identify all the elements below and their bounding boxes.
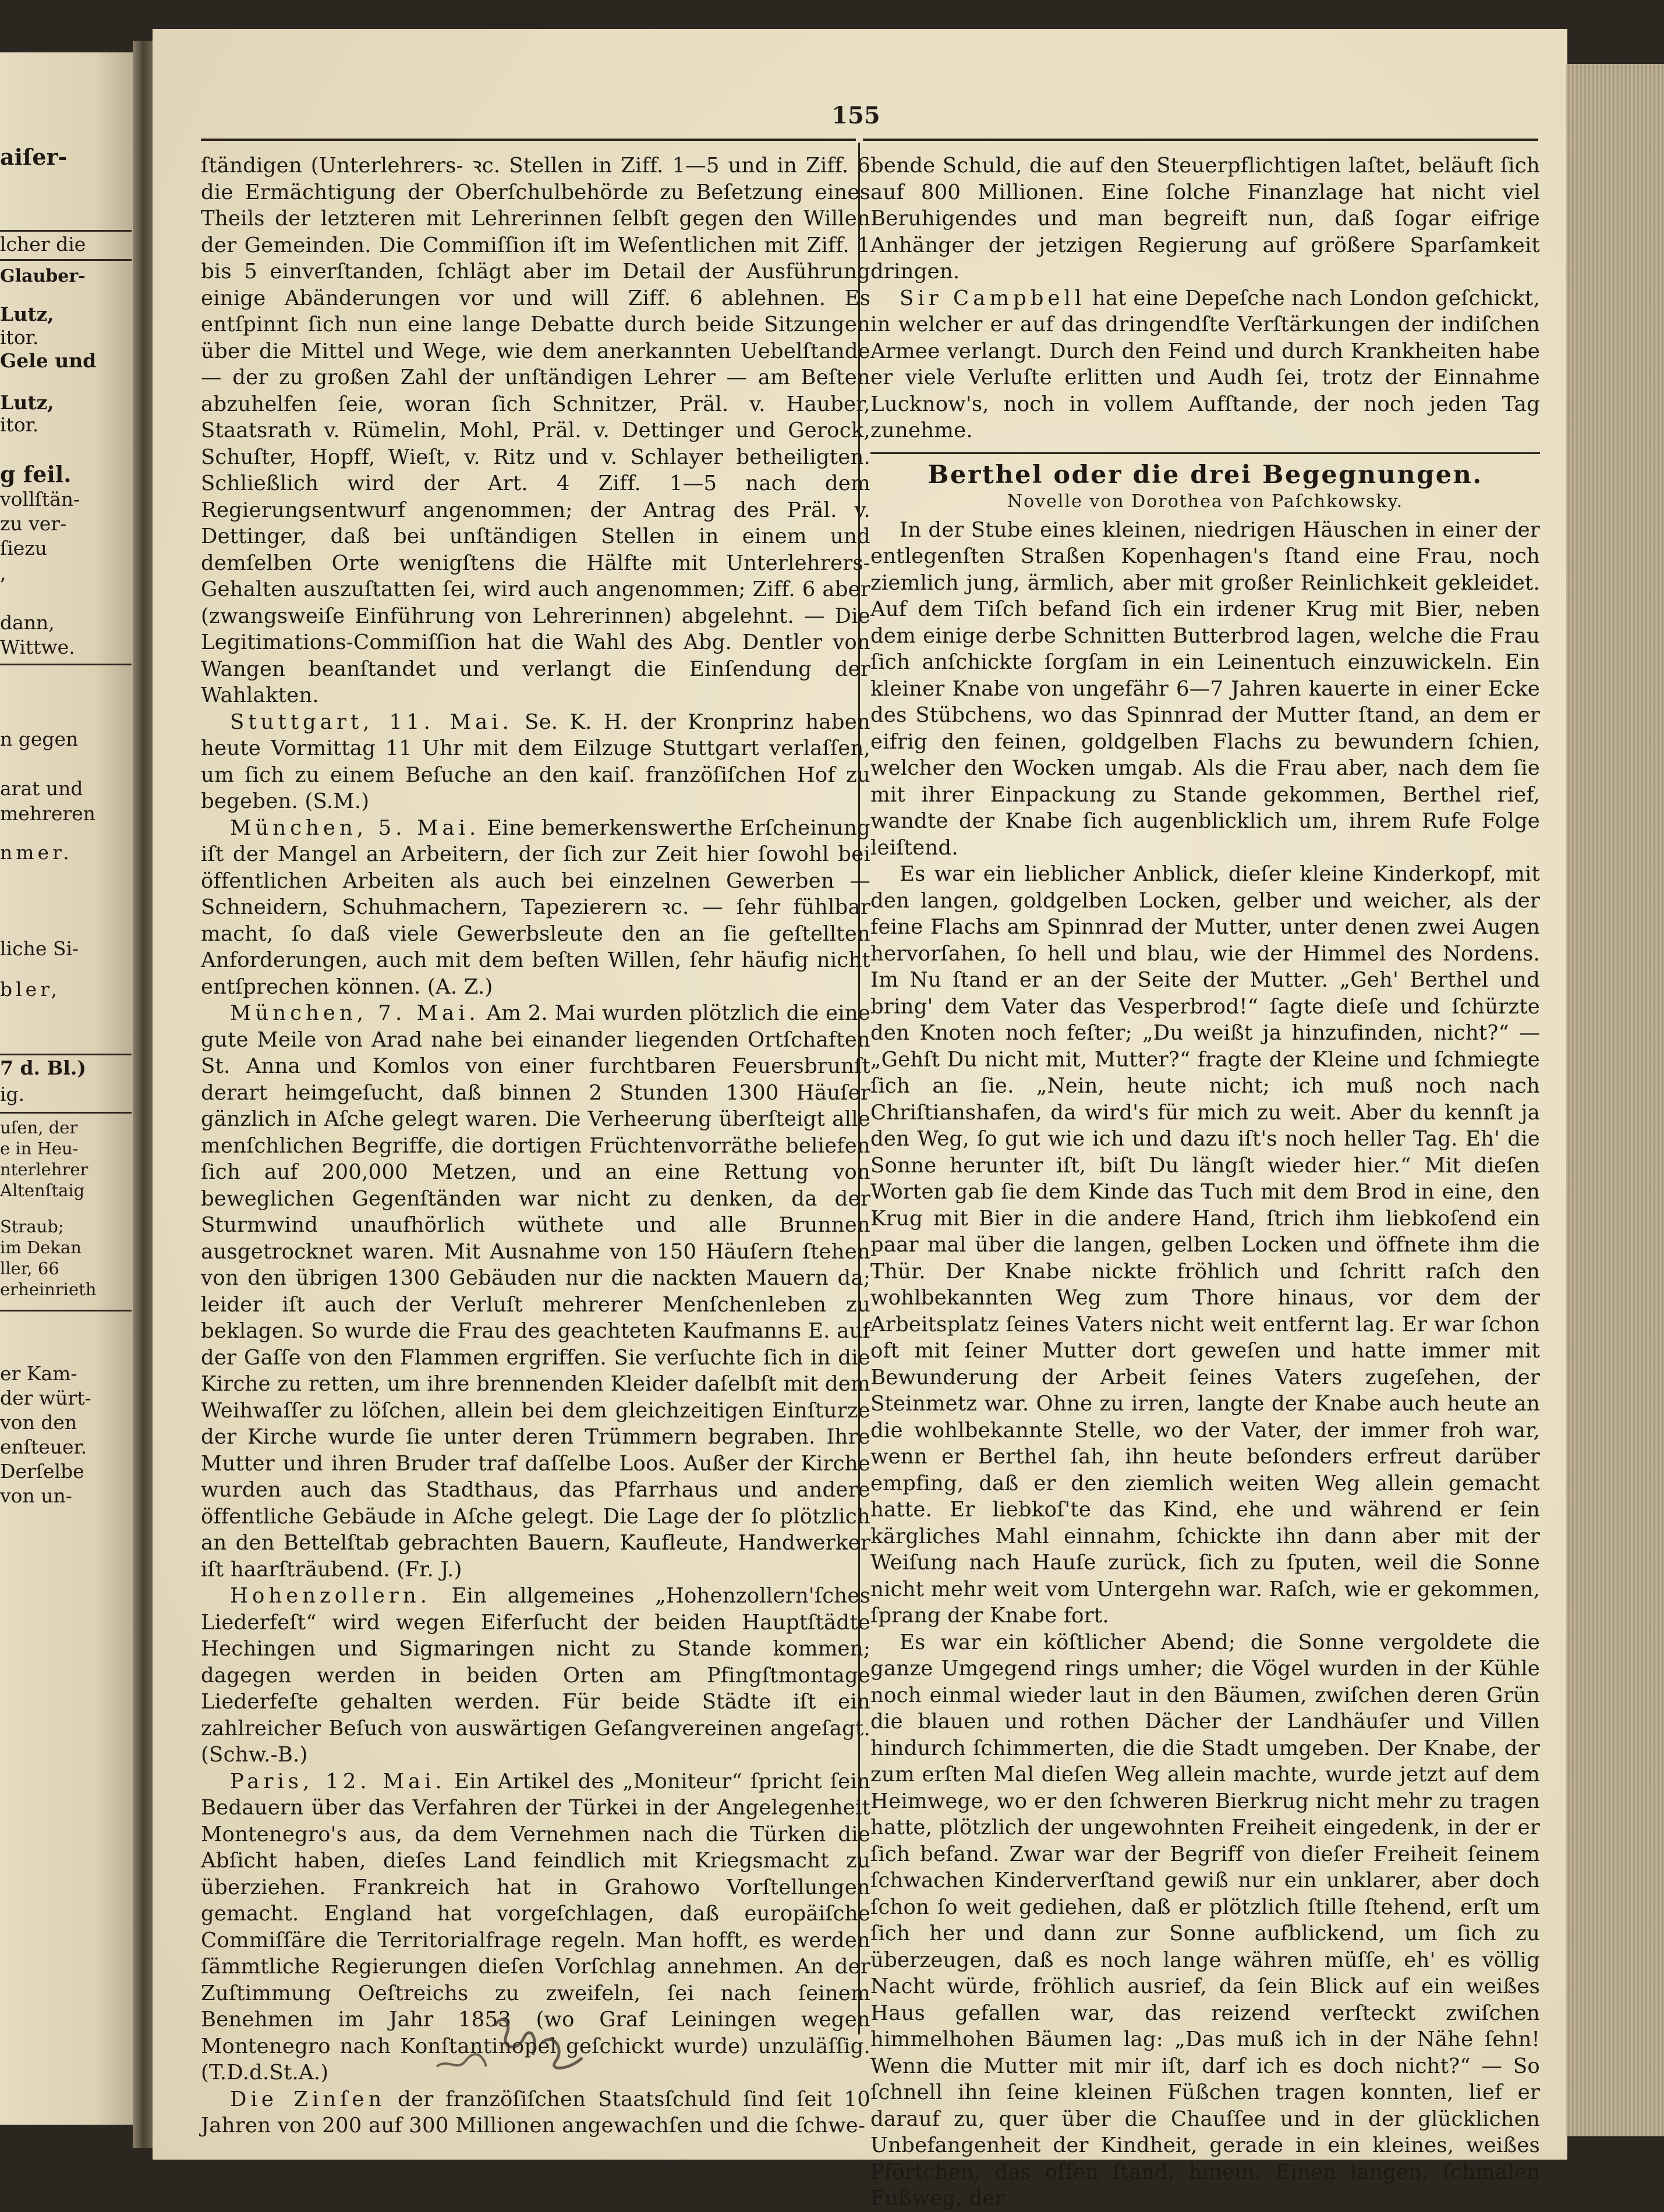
header-rule-left <box>201 139 856 141</box>
dateline: Sir Campbell <box>900 286 1086 310</box>
fragment-line: ig. <box>0 1083 25 1105</box>
handwritten-scribble <box>431 2002 594 2084</box>
fragment-rule <box>0 1310 132 1311</box>
left-column <box>201 153 870 2139</box>
news-paragraph <box>870 285 1540 444</box>
news-paragraph <box>201 815 870 1001</box>
page-edges <box>1566 64 1664 2136</box>
fragment-rule <box>0 1112 132 1114</box>
story-paragraph: Es war ein köſtlicher Abend; die Sonne vergoldete die ganze Umgegend rings umher; die Vögel wurden in der Kühle noch einmal wieder laut in den Bäumen, zwiſchen deren Grün die blauen und rothen Dächer der Landhäuſer und Villen hindurch ſchimmerten, die die Stadt umgeben. Der Knabe, der zum erſten Mal dieſen Weg allein machte, wurde jetzt auf dem Heimwege, wo er den ſchweren Bierkrug nicht mehr zu tragen hatte, plötzlich der ungewohnten Freiheit eingedenk, in der er ſich befand. Zwar war der Begriff von dieſer Freiheit ſeinem ſchwachen Kinderverſtand gewiß nur ein unklarer, aber doch ſchon ſo weit gediehen, daß er plötzlich ſtille ſtehend, erſt um ſich her und dann zur Sonne aufblickend, um ſich zu überzeugen, daß es noch lange währen müſſe, eh' es völlig Nacht würde, fröhlich ausrief, da ſein Blick auf ein weißes Haus gefallen war, das reizend verſteckt zwiſchen himmelhohen Bäumen lag: „Das muß ich in der Nähe ſehn! Wenn die Mutter mit mir iſt, darf ich es doch nicht?“ — So ſchnell ihn ſeine kleinen Füßchen tragen konnten, lief er darauf zu, quer über die Chauſſee und in der glücklichen Unbefangenheit der Kindheit, gerade in ein kleines, weißes Pförtchen, das offen ſtand, hinein. Einen langen, ſchmalen Fußweg, der <box>870 1630 1540 2210</box>
fragment-line: aiſer- <box>0 144 68 170</box>
fragment-line: von den <box>0 1411 77 1434</box>
news-paragraph <box>201 153 870 709</box>
paragraph-body: Eine bemerkenswerthe Erſcheinung iſt der Mangel an Arbeitern, der ſich zur Zeit hier ſowohl bei öffentlichen Arbeiten als auch bei einzelnen Gewerben — Schneidern, Schuhmachern, Tapezierern ꝛc. — ſehr fühlbar macht, ſo daß viele Gewerbsleute den an ſie geſtellten Anforderungen, auch mit dem beſten Willen, ſehr häufig nicht entſprechen können. (A. Z.) <box>201 816 870 999</box>
section-rule <box>870 452 1540 454</box>
fragment-line: zu ver- <box>0 512 67 535</box>
news-paragraph <box>201 1583 870 1768</box>
fragment-rule <box>0 664 132 665</box>
fragment-line: Lutz, <box>0 303 54 325</box>
dateline: München, 7. Mai. <box>230 1001 480 1025</box>
fragment-line: ſiezu <box>0 537 47 559</box>
fragment-line: bler, <box>0 978 61 1001</box>
fragment-rule <box>0 1054 132 1055</box>
fragment-line: nterlehrer <box>0 1160 88 1179</box>
paragraph-body: Am 2. Mai wurden plötzlich die eine gute Meile von Arad nahe bei einander liegenden Ortſchaften St. Anna und Komlos von einer furchtbaren Feuersbrunſt derart heimgeſucht, daß binnen 2 Stunden 1300 Häuſer gänzlich in Aſche gelegt waren. Die Verheerung überſteigt alle menſchlichen Begriffe, die dortigen Früchtenvorräthe beliefen ſich auf 200,000 Metzen, und an eine Rettung von beweglichen Gegenſtänden war nicht zu denken, da der Sturmwind unaufhörlich wüthete und alle Brunnen ausgetrocknet waren. Mit Ausnahme von 150 Häuſern ſtehen von den übrigen 1300 Gebäuden nur die nackten Mauern da; leider iſt auch der Verluſt mehrerer Menſchenleben zu beklagen. So wurde die Frau des geachteten Kaufmanns E. auf der Gaſſe von den Flammen ergriffen. Sie verſuchte ſich in die Kirche zu retten, um ihre brennenden Kleider daſelbſt mit dem Weihwaſſer zu löſchen, allein bei dem gleichzeitigen Einſturze der Kirche wurde ſie unter deren Trümmern begraben. Ihre Mutter und ihren Bruder traf daſſelbe Loos. Außer der Kirche wurden auch das Stadthaus, das Pfarrhaus und andere öffentliche Gebäude in Aſche gelegt. Die Lage der ſo plötzlich an den Bettelſtab gebrachten Bauern, Kaufleute, Handwerker iſt haarſträubend. (Fr. J.) <box>201 1001 870 1582</box>
story-paragraph: In der Stube eines kleinen, niedrigen Häuschen in einer der entlegenſten Straßen Kopenhagen's ſtand eine Frau, noch ziemlich jung, ärmlich, aber mit großer Reinlichkeit gekleidet. Auf dem Tiſch befand ſich ein irdener Krug mit Bier, neben dem einige derbe Schnitten Butterbrod lagen, welche die Frau ſich anſchickte ſorgſam in ein Leinentuch einzuwickeln. Ein kleiner Knabe von ungefähr 6—7 Jahren kauerte in einer Ecke des Stübchens, wo das Spinnrad der Mutter ſtand, an dem er eifrig den feinen, goldgelben Flachs zu bewundern ſchien, welcher den Wocken umgab. Als die Frau aber, nach dem ſie mit ihrer Einpackung zu Stande gekommen, Berthel rief, wandte der Knabe ſich augenblicklich um, ihrem Rufe Folge leiſtend. <box>870 517 1540 860</box>
fragment-line: liche Si- <box>0 937 79 960</box>
fragment-line: e in Heu- <box>0 1139 79 1158</box>
fragment-line: , <box>0 562 6 584</box>
dateline: Stuttgart, 11. Mai. <box>230 710 513 734</box>
fragment-line: nmer. <box>0 841 73 864</box>
fragment-line: Derſelbe <box>0 1460 84 1483</box>
fragment-line: ller, 66 <box>0 1259 59 1278</box>
fragment-line: enſteuer. <box>0 1435 87 1458</box>
fragment-line: Lutz, <box>0 391 54 414</box>
header-rule-right <box>863 139 1538 141</box>
paragraph-body: Se. K. H. der Kronprinz haben heute Vormittag 11 Uhr mit dem Eilzuge Stuttgart verlaſſen, um ſich zu einem Beſuche an den kaiſ. franzöſiſchen Hof zu begeben. (S.M.) <box>201 710 870 813</box>
fragment-line: dann, <box>0 611 55 634</box>
fragment-line: mehreren <box>0 802 95 825</box>
right-column <box>870 153 1540 2212</box>
fragment-line: uſen, der <box>0 1118 78 1137</box>
paragraph-body: hat eine Depeſche nach London geſchickt, in welcher er auf das dringendſte Verſtärkungen der indiſchen Armee verlangt. Durch den Feind und durch Krankheiten habe er viele Verluſte erlitten und Audh ſei, trotz der Einnahme Lucknow's, noch in vollem Aufſtande, der noch jeden Tag zunehme. <box>870 286 1540 442</box>
news-paragraph <box>870 153 1540 285</box>
fragment-line: Straub; <box>0 1217 64 1236</box>
fragment-line: vollſtän- <box>0 488 80 511</box>
dateline: Paris, 12. Mai. <box>230 1769 446 1793</box>
fragment-line: Wittwe. <box>0 636 75 658</box>
fragment-line: erheinrieth <box>0 1279 97 1299</box>
left-page-margin <box>0 52 135 2125</box>
news-paragraph <box>201 1000 870 1583</box>
fragment-rule <box>0 230 132 232</box>
paragraph-body: Ein allgemeines „Hohenzollern'ſches Liederfeſt“ wird wegen Eiferſucht der beiden Hauptſtädte Hechingen und Sigmaringen nicht zu Stande kommen; dagegen werden in beiden Orten am Pfingſtmontage Liederfeſte gehalten werden. Für beide Städte iſt ein zahlreicher Beſuch von auswärtigen Geſangvereinen angeſagt. (Schw.-B.) <box>201 1584 870 1767</box>
dateline: Hohenzollern. <box>230 1584 431 1608</box>
fragment-line: lcher die <box>0 233 86 256</box>
dateline: München, 5. Mai. <box>230 816 480 840</box>
fragment-rule <box>0 259 132 261</box>
fragment-line: itor. <box>0 413 39 436</box>
fragment-line: Glauber- <box>0 266 86 286</box>
paragraph-body: Ein Artikel des „Moniteur“ ſpricht ſein Bedauern über das Verfahren der Türkei in der Angelegenheit Montenegro's aus, da dem Vernehmen nach die Türken die Abſicht haben, dieſes Land feindlich mit Kriegsmacht zu überziehen. Frankreich hat in Grahowo Vorſtellungen gemacht. England hat vorgeſchlagen, daß europäiſche Commiſſäre die Territorialfrage regeln. Man hofft, es werden ſämmtliche Regierungen dieſen Vorſchlag annehmen. An der Zuſtimmung Oeſtreichs zu zweifeln, ſei nach ſeinem Benehmen im Jahr 1853 (wo Graf Leiningen wegen Montenegro nach Konſtantinopel geſchickt wurde) unzuläſſig. (T.D.d.St.A.) <box>201 1769 870 2085</box>
fragment-line: g feil. <box>0 461 72 487</box>
fragment-line: im Dekan <box>0 1238 82 1257</box>
fragment-line: n gegen <box>0 728 79 750</box>
paragraph-body: bende Schuld, die auf den Steuerpflichtigen laſtet, beläuft ſich auf 800 Millionen. Eine ſolche Finanzlage hat nicht viel Beruhigendes und man begreift nun, daß ſogar eifrige Anhänger der jetzigen Regierung auf größere Sparſamkeit dringen. <box>870 154 1540 283</box>
fragment-line: Gele und <box>0 349 97 372</box>
page-number: 155 <box>831 102 880 129</box>
fragment-line: von un- <box>0 1484 72 1507</box>
news-paragraph <box>201 2086 870 2139</box>
story-byline: Novelle von Dorothea von Paſchkowsky. <box>1007 491 1404 512</box>
paragraph-body: ſtändigen (Unterlehrers- ꝛc. Stellen in Ziff. 1—5 und in Ziff. 6 die Ermächtigung der Oberſchulbehörde zu Beſetzung eines Theils der letzteren mit Lehrerinnen ſelbſt gegen den Willen der Gemeinden. Die Commiſſion iſt im Weſentlichen mit Ziff. 1 bis 5 einverſtanden, ſchlägt aber im Detail der Ausführung einige Abänderungen vor und will Ziff. 6 ablehnen. Es entſpinnt ſich nun eine lange Debatte durch beide Sitzungen über die Mittel und Wege, wie dem anerkannten Uebelſtande — der zu großen Zahl der unſtändigen Lehrer — am Beſten abzuhelfen ſeie, woran ſich Schnitzer, Präl. v. Hauber, Staatsrath v. Rümelin, Mohl, Präl. v. Dettinger und Gerock, Schuſter, Hopff, Wieſt, v. Ritz und v. Schlayer betheiligten. Schließlich wird der Art. 4 Ziff. 1—5 nach dem Regierungsentwurf angenommen; der Antrag des Präl. v. Dettinger, daß bei unſtändigen Stellen in einem und demſelben Orte wenigſtens die Hälfte mit Unterlehrers-Gehalten auszuſtatten ſei, wird auch angenommen; Ziff. 6 aber (zwangsweiſe Einführung von Lehrerinnen) abgelehnt. — Die Legitimations-Commiſſion hat die Wahl des Abg. Dentler von Wangen beanſtandet und verlangt die Einſendung der Wahlakten. <box>201 154 870 707</box>
fragment-line: 7 d. Bl.) <box>0 1057 87 1079</box>
dateline: Die Zinſen <box>230 2087 386 2111</box>
fragment-line: der würt- <box>0 1387 91 1409</box>
fragment-line: er Kam- <box>0 1362 77 1385</box>
fragment-line: itor. <box>0 326 39 349</box>
fragment-line: Altenſtaig <box>0 1181 85 1200</box>
fragment-line: arat und <box>0 777 83 800</box>
paragraph-body: der franzöſiſchen Staatsſchuld ſind ſeit 10 Jahren von 200 auf 300 Millionen angewachſen und die ſchwe- <box>201 2087 871 2137</box>
story-title: Berthel oder die drei Begegnungen. <box>927 460 1483 490</box>
story-paragraph: Es war ein lieblicher Anblick, dieſer kleine Kinderkopf, mit den langen, goldgelben Locken, gelber und weicher, als der feine Flachs am Spinnrad der Mutter, unter denen zwei Augen hervorſahen, ſo hell und blau, wie der Himmel des Nordens. Im Nu ſtand er an der Seite der Mutter. „Geh' Berthel und bring' dem Vater das Vesperbrod!“ ſagte dieſe und ſchürzte den Knoten noch feſter; „Du weißt ja hinzufinden, nicht?“ — „Gehſt Du nicht mit, Mutter?“ fragte der Kleine und ſchmiegte ſich an ſie. „Nein, heute nicht; ich muß noch nach Chriſtianshafen, da wird's für mich zu weit. Aber du kennſt ja den Weg, ſo gut wie ich und dazu iſt's noch heller Tag. Eh' die Sonne herunter iſt, biſt Du längſt wieder hier.“ Mit dieſen Worten gab ſie dem Kinde das Tuch mit dem Brod in eine, den Krug mit Bier in die andere Hand, ſtrich ihm liebkoſend ein paar mal über die langen, gelben Locken und öffnete ihm die Thür. Der Knabe nickte fröhlich und ſchritt raſch den wohlbekannten Weg zum Thore hinaus, vor dem der Arbeitsplatz ſeines Vaters nicht weit entfernt lag. Er war ſchon oft mit ſeiner Mutter dort geweſen und hatte immer mit Bewunderung der Arbeit ſeines Vaters zugeſehen, der Steinmetz war. Ohne zu irren, langte der Knabe auch heute an die wohlbekannte Stelle, wo der Vater, der immer froh war, wenn er Berthel ſah, ihn heute beſonders erfreut darüber empfing, daß er den ziemlich weiten Weg allein gemacht hatte. Er liebkoſ'te das Kind, ehe und während er ſein kärgliches Mahl einnahm, ſchickte ihn dann aber mit der Weiſung nach Hauſe zurück, ſich zu ſputen, weil die Sonne nicht mehr weit vom Untergehn war. Raſch, wie er gekommen, ſprang der Knabe fort. <box>870 862 1540 1628</box>
news-paragraph <box>201 709 870 815</box>
